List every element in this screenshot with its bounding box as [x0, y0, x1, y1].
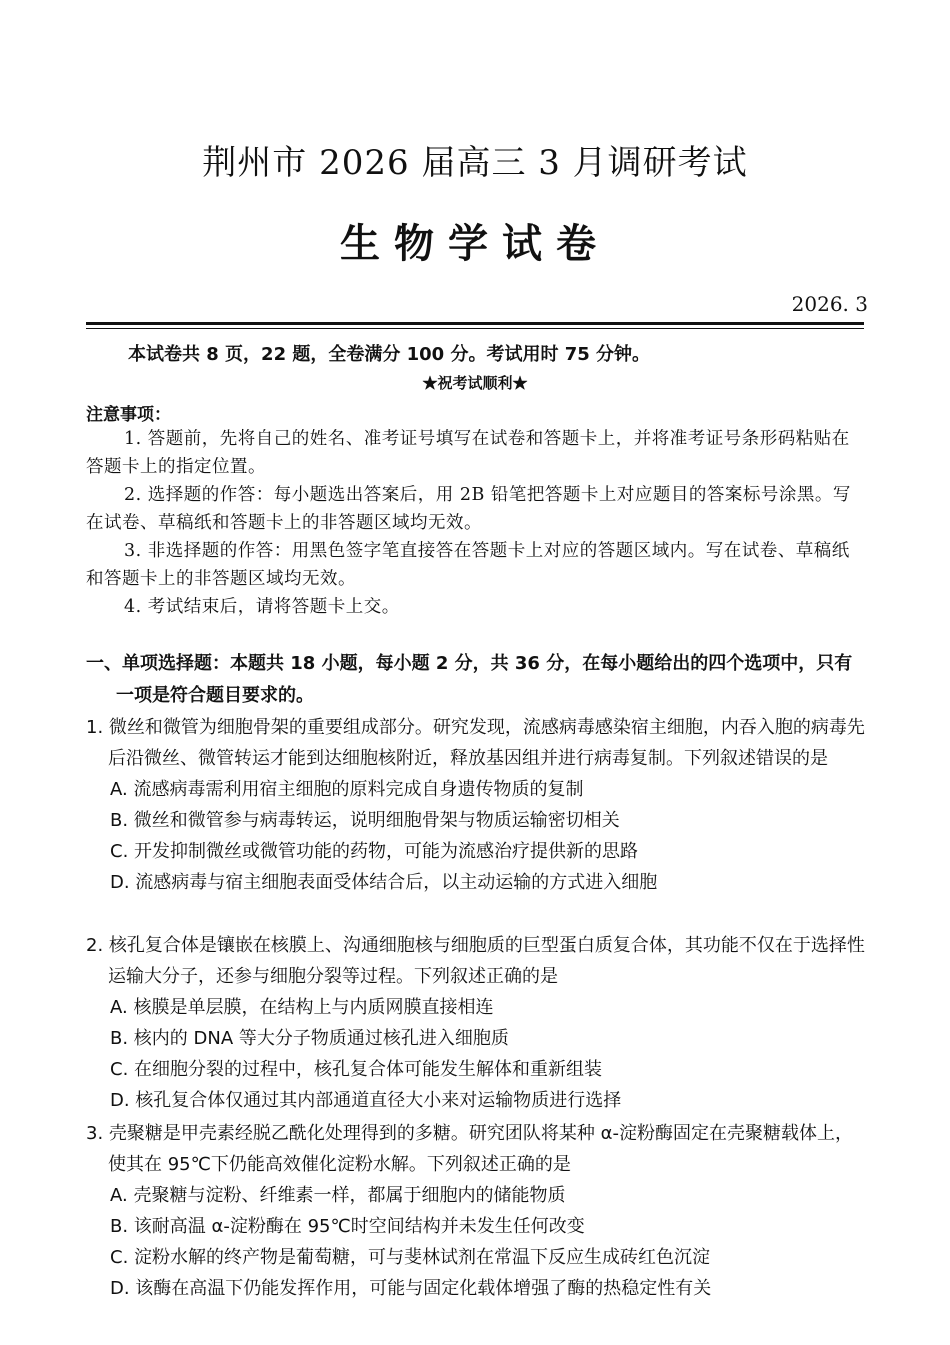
notice-list — [86, 425, 864, 621]
question-stem: 1. 微丝和微管为细胞骨架的重要组成部分。研究发现，流感病毒感染宿主细胞，内吞入胞的病毒先后沿微丝、微管转运才能到达细胞核附近，释放基因组并进行病毒复制。下列叙述错误的是 — [86, 717, 865, 769]
header-divider-thin — [86, 328, 864, 329]
option-d: D. 流感病毒与宿主细胞表面受体结合后，以主动运输的方式进入细胞 — [110, 872, 658, 893]
option-b: B. 核内的 DNA 等大分子物质通过核孔进入细胞质 — [110, 1028, 509, 1049]
section-heading — [86, 648, 866, 712]
question-stem: 3. 壳聚糖是甲壳素经脱乙酰化处理得到的多糖。研究团队将某种 α-淀粉酶固定在壳聚糖载体上，使其在 95℃下仍能高效催化淀粉水解。下列叙述正确的是 — [86, 1123, 853, 1175]
exam-title: 荆州市 2026 届高三 3 月调研考试 — [202, 143, 748, 183]
notice-item: 4. 考试结束后，请将答题卡上交。 — [124, 597, 400, 617]
notice-heading: 注意事项： — [86, 405, 171, 425]
question-stem: 2. 核孔复合体是镶嵌在核膜上、沟通细胞核与细胞质的巨型蛋白质复合体，其功能不仅在于选择性运输大分子，还参与细胞分裂等过程。下列叙述正确的是 — [86, 935, 865, 987]
notice-item: 3. 非选择题的作答：用黑色签字笔直接答在答题卡上对应的答题区域内。写在试卷、草稿纸和答题卡上的非答题区域均无效。 — [86, 541, 850, 589]
section-heading-line1: 一、单项选择题：本题共 18 小题，每小题 2 分，共 36 分，在每小题给出的四个选项中，只有 — [86, 653, 853, 674]
question-1 — [86, 712, 866, 898]
good-luck-line: ★祝考试顺利★ — [422, 374, 528, 392]
exam-summary: 本试卷共 8 页，22 题，全卷满分 100 分。考试用时 75 分钟。 — [128, 344, 651, 365]
subject-title: 生物学试卷 — [340, 221, 610, 267]
option-b: B. 该耐高温 α-淀粉酶在 95℃时空间结构并未发生任何改变 — [110, 1216, 585, 1237]
option-b: B. 微丝和微管参与病毒转运，说明细胞骨架与物质运输密切相关 — [110, 810, 620, 831]
notice-item: 1. 答题前，先将自己的姓名、准考证号填写在试卷和答题卡上，并将准考证号条形码粘贴在答题卡上的指定位置。 — [86, 429, 850, 477]
option-c: C. 在细胞分裂的过程中，核孔复合体可能发生解体和重新组装 — [110, 1059, 603, 1080]
option-d: D. 核孔复合体仅通过其内部通道直径大小来对运输物质进行选择 — [110, 1090, 622, 1111]
question-2 — [86, 930, 866, 1116]
option-c: C. 开发抑制微丝或微管功能的药物，可能为流感治疗提供新的思路 — [110, 841, 639, 862]
header-divider-thick — [86, 322, 864, 325]
option-a: A. 核膜是单层膜，在结构上与内质网膜直接相连 — [110, 997, 494, 1018]
option-a: A. 流感病毒需利用宿主细胞的原料完成自身遗传物质的复制 — [110, 779, 584, 800]
exam-date: 2026. 3 — [791, 292, 868, 316]
option-a: A. 壳聚糖与淀粉、纤维素一样，都属于细胞内的储能物质 — [110, 1185, 566, 1206]
option-d: D. 该酶在高温下仍能发挥作用，可能与固定化载体增强了酶的热稳定性有关 — [110, 1278, 712, 1299]
question-3 — [86, 1118, 866, 1304]
notice-item: 2. 选择题的作答：每小题选出答案后，用 2B 铅笔把答题卡上对应题目的答案标号涂黑。写在试卷、草稿纸和答题卡上的非答题区域均无效。 — [86, 485, 851, 533]
section-heading-line2: 一项是符合题目要求的。 — [116, 685, 314, 706]
option-c: C. 淀粉水解的终产物是葡萄糖，可与斐林试剂在常温下反应生成砖红色沉淀 — [110, 1247, 711, 1268]
